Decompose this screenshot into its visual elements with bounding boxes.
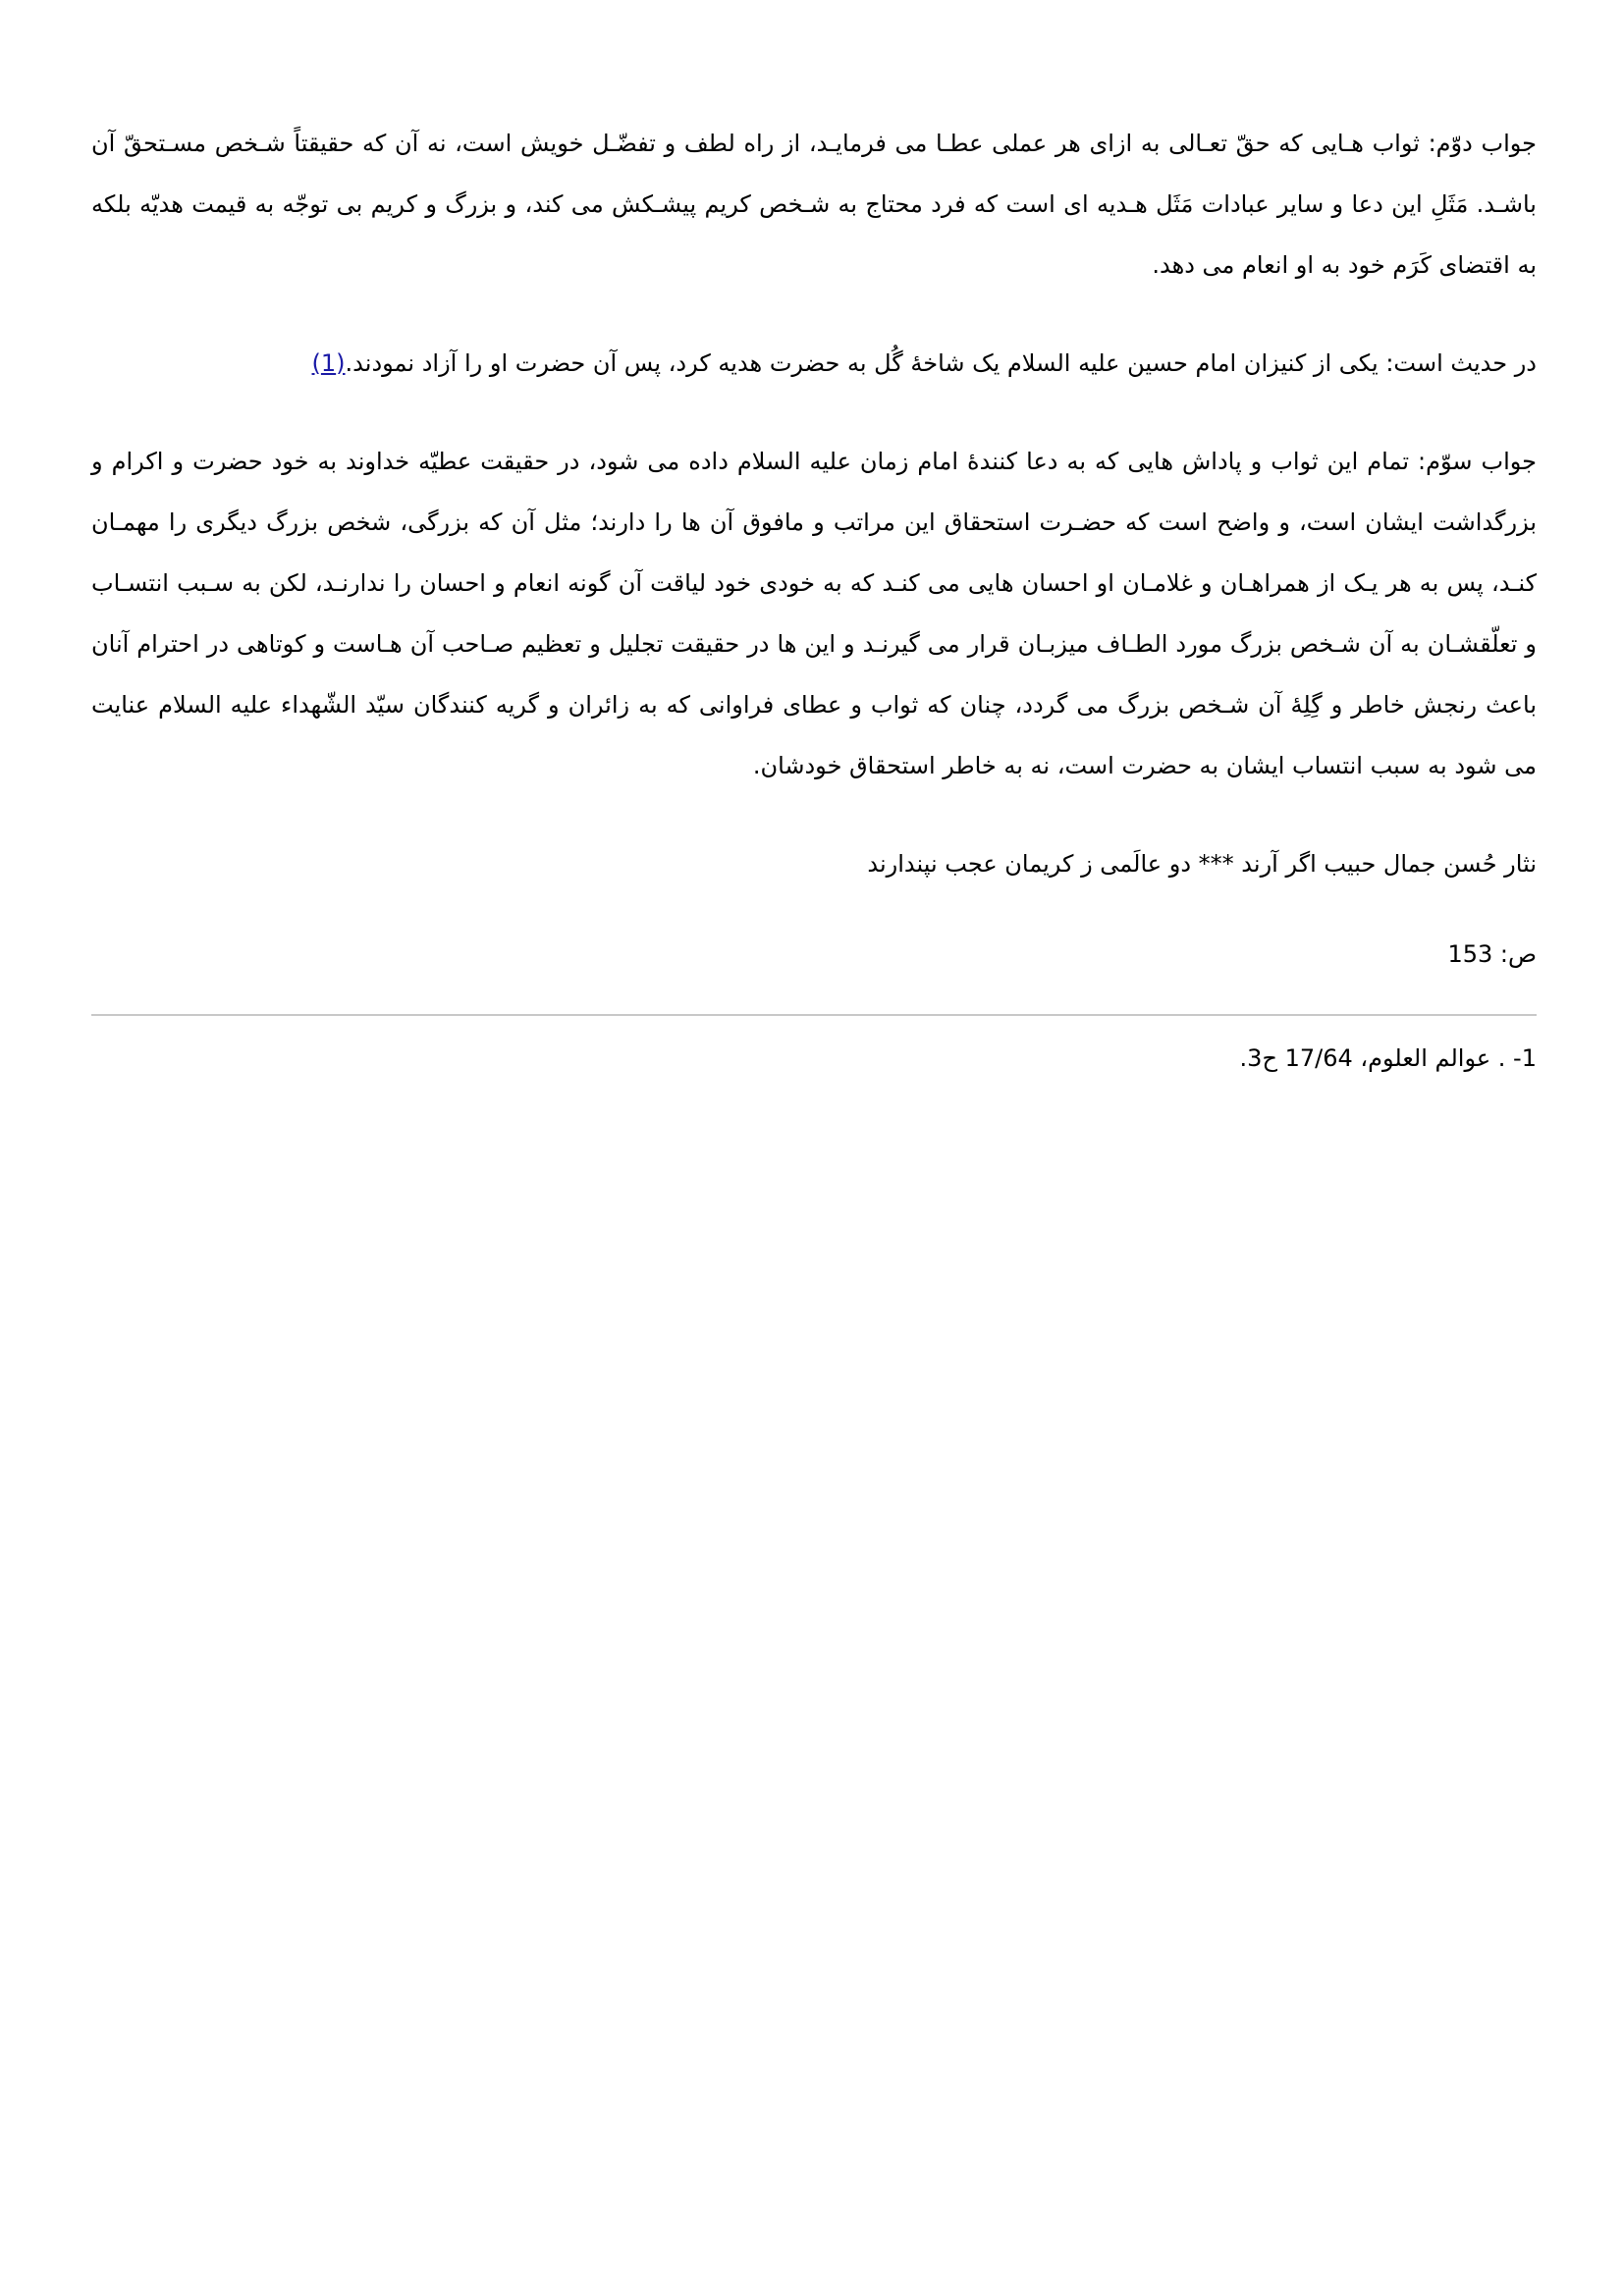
hadith-text: در حدیث است: یکی از کنیزان امام حسین علیه السلام یک شاخهٔ گُل به حضرت هدیه کرد، پس آن حضرت او را آزاد نمودند. bbox=[345, 349, 1537, 377]
verse-line: نثار حُسن جمال حبیب اگر آرند *** دو عالَمی ز کریمان عجب نپندارند bbox=[867, 850, 1537, 878]
footnote-ref-link[interactable]: (1) bbox=[311, 349, 346, 377]
footnote-divider bbox=[91, 1014, 1537, 1016]
page-content bbox=[91, 113, 1537, 1126]
paragraph-second-answer: جواب دوّم: ثواب هـایی که حقّ تعـالی به ازای هر عملی عطـا می فرمایـد، از راه لطف و تفضّـل خویش است، نه آن که حقیقتاً شـخص مسـتحقّ آن باشـد. مَثَلِ این دعا و سایر عبادات مَثَل هـدیه ای است که فرد محتاج به شـخص کریم پیشـکش می کند، و بزرگ و کریم بی توجّه به قیمت هدیّه بلکه به اقتضای کَرَم خود به او انعام می دهد. bbox=[91, 130, 1537, 279]
paragraph-third-answer: جواب سوّم: تمام این ثواب و پاداش هایی که به دعا کنندهٔ امام زمان علیه السلام داده می شود، در حقیقت عطیّه خداوند به خود حضرت و اکرام و بزرگداشت ایشان است، و واضح است که حضـرت استحقاق این مراتب و مافوق آن ها را دارند؛ مثل آن که بزرگی، شخص بزرگ دیگری را مهمـان کنـد، پس به هر یـک از همراهـان و غلامـان او احسان هایی می کنـد که به خودی خود لیاقت آن گونه انعام و احسان را ندارنـد، لکن به سـبب انتسـاب و تعلّقشـان به آن شـخص بزرگ مورد الطـاف میزبـان قرار می گیرنـد و این ها در حقیقت تجلیل و تعظیم صـاحب آن هـاست و کوتاهی در احترام آنان باعث رنجش خاطر و گِلِهٔ آن شـخص بزرگ می گردد، چنان که ثواب و عطای فراوانی که به زائران و گریه کنندگان سیّد الشّهداء علیه السلام عنایت می شود به سبب انتساب ایشان به حضرت است، نه به خاطر استحقاق خودشان. bbox=[91, 448, 1537, 779]
footnote-1: 1- . عوالم العلوم، 17/64 ح3. bbox=[1239, 1044, 1537, 1072]
paragraph-hadith bbox=[91, 333, 1537, 394]
page-number: ص: 153 bbox=[1447, 940, 1537, 968]
